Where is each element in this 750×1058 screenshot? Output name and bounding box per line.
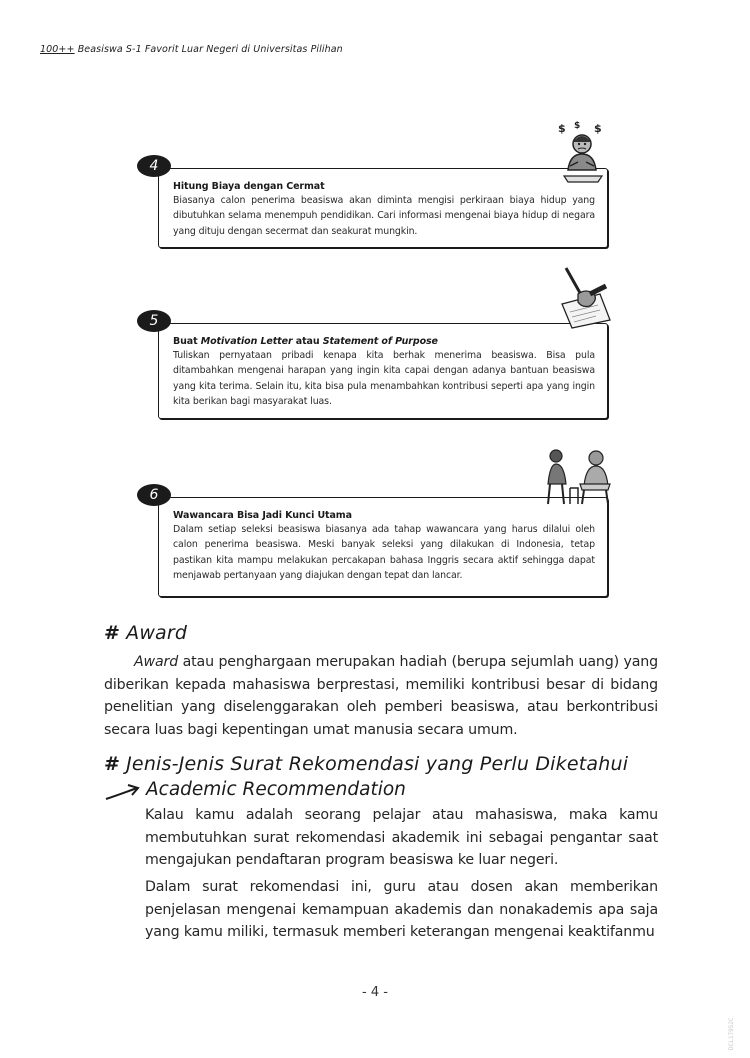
page-number: - 4 - (362, 985, 388, 1000)
award-heading (104, 622, 187, 644)
tip-title: Wawancara Bisa Jadi Kunci Utama (173, 510, 352, 521)
arrow-icon (104, 782, 142, 802)
tip-box-5 (149, 313, 608, 419)
tip-title-italic2: Statement of Purpose (322, 336, 438, 347)
recommendation-paragraph-2: Dalam surat rekomendasi ini, guru atau dosen akan memberikan penjelasan mengenai kemampuan akademis dan nonakademis apa saja yang kamu miliki, termasuk memberi keterangan mengenai keaktifanmu (145, 879, 658, 941)
money-worry-icon (556, 120, 608, 188)
tip-title-italic: Motivation Letter (200, 336, 293, 347)
recommendation-heading (104, 753, 628, 775)
svg-text:$: $ (594, 122, 602, 135)
hash-mark: # (104, 753, 121, 775)
recommendation-paragraph-1: Kalau kamu adalah seorang pelajar atau mahasiswa, maka kamu membutuhkan surat rekomendasi akademik ini sebagai pengantar saat mengajukan pendaftaran program beasiswa ke luar negeri. (145, 807, 658, 869)
tip-text: Tuliskan pernyataan pribadi kenapa kita berhak menerima beasiswa. Bisa pula ditambahkan mengenai harapan yang ingin kita capai dengan adanya bantuan beasiswa yang kita terima. Selain itu, kita bisa pula menambahkan kontribusi seperti apa yang ingin kita berikan bagi masyarakat luas. (173, 350, 595, 407)
tip-box-4 (149, 158, 608, 248)
award-paragraph (104, 651, 658, 742)
tip-title-middle: atau (292, 336, 323, 347)
tip-box-6 (149, 487, 608, 597)
writing-hand-icon (556, 264, 614, 330)
side-code: DCL17952C (728, 1017, 735, 1050)
tip-title-prefix: Buat (173, 336, 201, 347)
svg-text:$: $ (574, 121, 581, 131)
running-header (40, 44, 343, 55)
tip-text: Dalam setiap seleksi beasiswa biasanya ada tahap wawancara yang harus dilalui oleh calon penerima beasiswa. Meski banyak seleksi yang dilakukan di Indonesia, tetap pastikan kita mampu melakukan percakapan bahasa Inggris secara aktif sehingga dapat menjawab pertanyaan yang diajukan dengan tepat dan lancar. (173, 524, 595, 581)
header-number: 100++ (40, 44, 75, 55)
tip-title (173, 336, 595, 347)
interview-icon (542, 446, 614, 508)
recommendation-heading-text: Jenis-Jenis Surat Rekomendasi yang Perlu Diketahui (126, 753, 629, 775)
header-title: Beasiswa S-1 Favorit Luar Negeri di Universitas Pilihan (77, 44, 343, 55)
tip-title: Hitung Biaya dengan Cermat (173, 181, 325, 192)
academic-recommendation-heading: Academic Recommendation (146, 779, 406, 800)
award-text: atau penghargaan merupakan hadiah (berupa sejumlah uang) yang diberikan kepada mahasiswa berprestasi, memiliki kontribusi besar di bidang penelitian yang diselenggarakan oleh pemberi beasiswa, atau berkontribusi secara luas bagi kepentingan umat manusia secara umum. (104, 654, 658, 739)
tip-text: Biasanya calon penerima beasiswa akan diminta mengisi perkiraan biaya hidup yang dibutuhkan selama menempuh pendidikan. Cari informasi mengenai biaya hidup di negara yang dituju dengan secermat dan seakurat mungkin. (173, 195, 595, 237)
award-lead-italic: Award (134, 654, 179, 670)
tip-number-badge: 5 (137, 310, 171, 332)
svg-text:$: $ (558, 122, 566, 135)
tip-number-badge: 6 (137, 484, 171, 506)
hash-mark: # (104, 622, 121, 644)
tip-number-badge: 4 (137, 155, 171, 177)
award-heading-text: Award (126, 622, 188, 644)
